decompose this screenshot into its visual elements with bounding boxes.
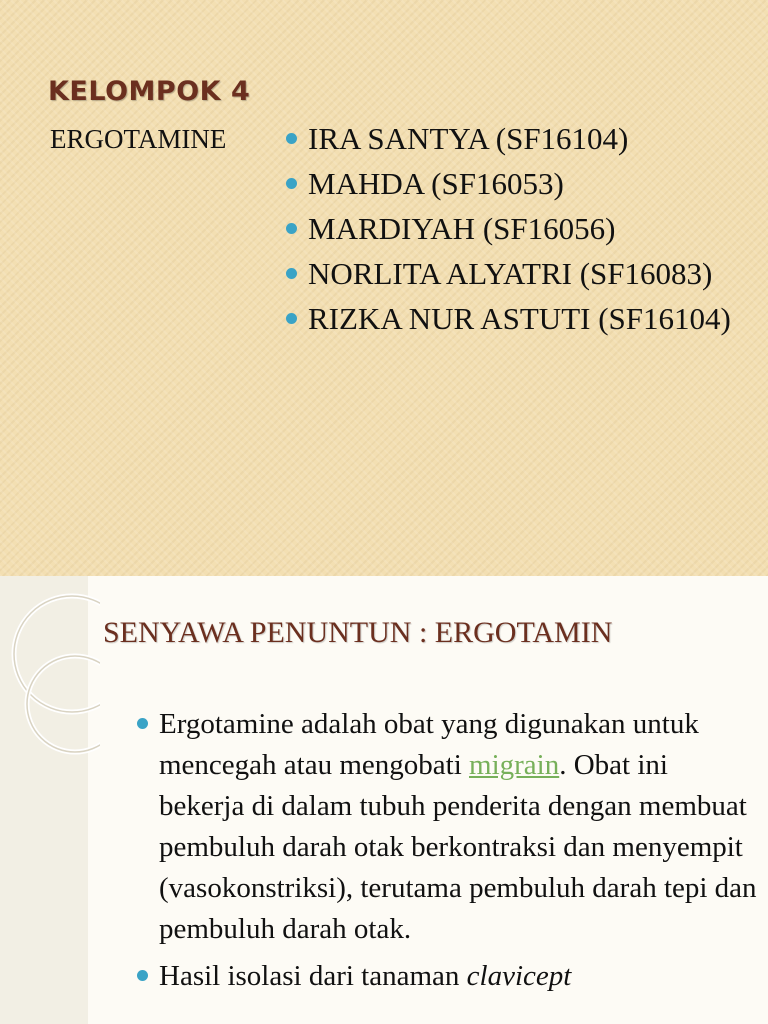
bullet-icon (286, 178, 297, 189)
list-item (286, 253, 756, 295)
member-name: NORLITA ALYATRI (SF16083) (308, 256, 713, 291)
migrain-link[interactable]: migrain (469, 749, 560, 781)
list-item (286, 298, 756, 340)
bullet-text-before: Ergotamine adalah obat yang digunakan untuk mencegah atau mengobati (159, 708, 699, 781)
decorative-rings-icon (0, 576, 100, 756)
bullet-icon (286, 133, 297, 144)
bullet-text-before: Hasil isolasi dari tanaman (159, 960, 467, 992)
list-item (137, 956, 757, 997)
member-name: MARDIYAH (SF16056) (308, 211, 616, 246)
list-item (286, 163, 756, 205)
bullet-icon (137, 970, 148, 981)
content-list (137, 704, 757, 1003)
member-list (286, 118, 756, 343)
member-name: IRA SANTYA (SF16104) (308, 121, 629, 156)
bullet-icon (137, 718, 148, 729)
member-name: MAHDA (SF16053) (308, 166, 564, 201)
section-title: SENYAWA PENUNTUN : ERGOTAMIN (103, 616, 613, 649)
species-name: clavicept (466, 960, 572, 992)
list-item (286, 208, 756, 250)
list-item (137, 704, 757, 950)
slide-title: KELOMPOK 4 (48, 76, 251, 107)
bullet-text-after: . Obat ini bekerja di dalam tubuh penderita dengan membuat pembuluh darah otak berkontraksi dan menyempit (vasokonstriksi), terutama pembuluh darah tepi dan pembuluh darah otak. (159, 749, 757, 945)
bullet-icon (286, 313, 297, 324)
member-name: RIZKA NUR ASTUTI (SF16104) (308, 301, 731, 336)
bullet-icon (286, 268, 297, 279)
list-item (286, 118, 756, 160)
slide-subtitle: ERGOTAMINE (50, 124, 227, 154)
bullet-icon (286, 223, 297, 234)
slide-2 (0, 576, 768, 1024)
